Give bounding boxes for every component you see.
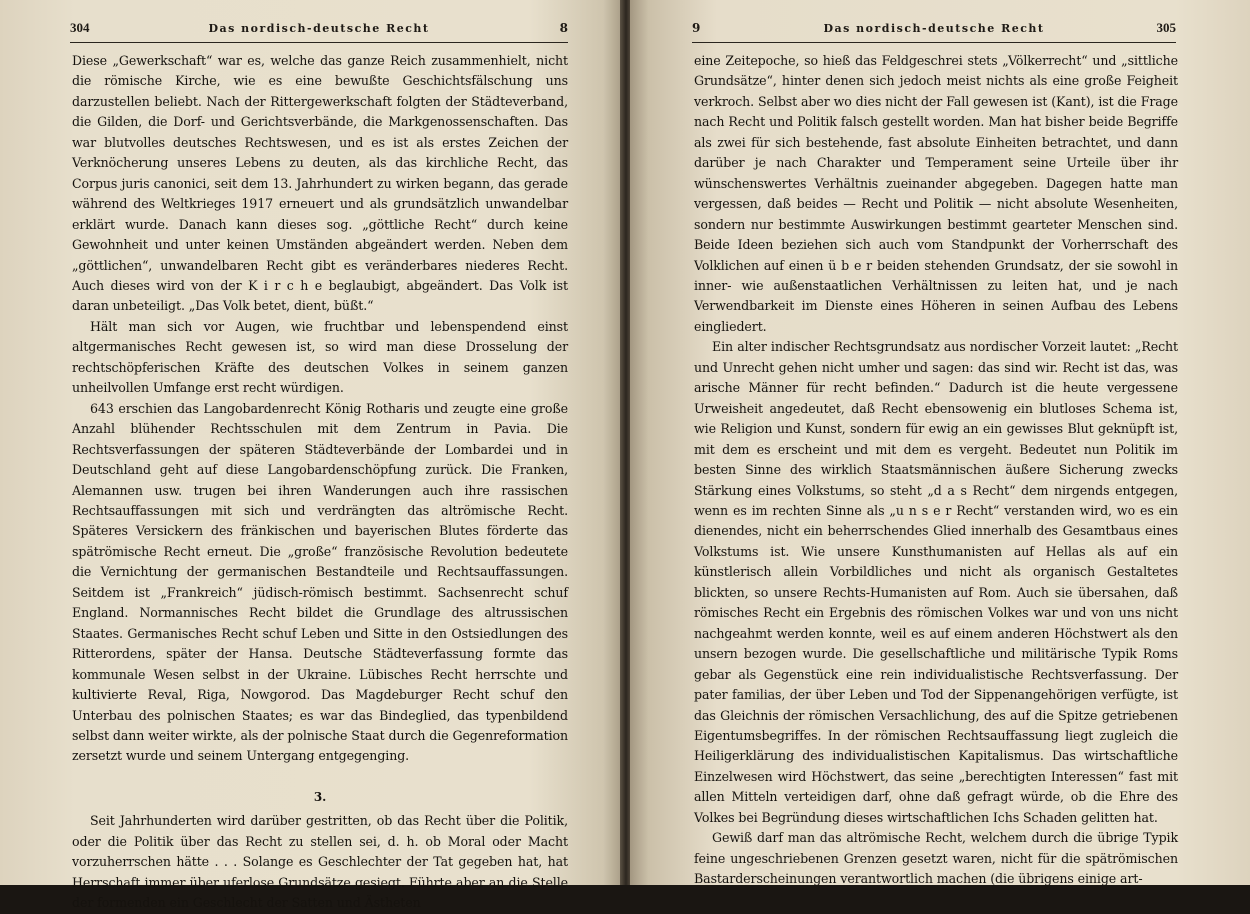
right-page-body — [694, 51, 1178, 890]
right-page-number: 305 — [1156, 20, 1176, 35]
section-number: 3. — [313, 789, 327, 804]
right-page — [630, 0, 1250, 885]
left-paragraph-1: Diese „Gewerkschaft“ war es, welche das ganze Reich zusammenhielt, nicht die römische Kirche, wie es eine bewußte Geschichtsfälschung uns darzustellen beliebt. Nach der Rittergewerkschaft folgten der Städteverband, die Gilden, die Dorf- und Gerichtsverbände, die Markgenossenschaften. Das war blutvolles deutsches Rechtswesen, und es ist als erstes Zeichen der Verknöcherung unseres Lebens zu deuten, als das kirchliche Recht, das Corpus juris canonici, seit dem 13. Jahrhundert zu wirken begann, das gerade während des Weltkrieges 1917 erneuert und als grundsätzlich unwandelbar erklärt wurde. Danach kann dieses sog. „göttliche Recht“ durch keine Gewohnheit und unter keinen Umständen abgeändert werden. Neben dem „göttlichen“, unwandelbaren Recht gibt es veränderbares niederes Recht. Auch dieses wird von der K i r c h e beglaubigt, abgeändert. Das Volk ist daran unbeteiligt. „Das Volk betet, dient, büßt.“ — [72, 53, 568, 314]
left-page-body — [72, 51, 568, 914]
left-running-title: Das nordisch-deutsche Recht — [208, 22, 430, 35]
left-section-paragraph: Seit Jahrhunderten wird darüber gestritten, ob das Recht über die Politik, oder die Politik über das Recht zu stellen sei, d. h. ob Moral oder Macht vorzuherrschen hätte . . . Solange es Geschlechter der Tat gegeben hat, hat Herrschaft immer über uferlose Grundsätze gesiegt. Führte aber an die Stelle der formenden ein Geschlecht der Satten und Ästheten — [72, 813, 568, 911]
left-page-number: 304 — [70, 20, 90, 35]
right-paragraph-2: Ein alter indischer Rechtsgrundsatz aus nordischer Vorzeit lautet: „Recht und Unrecht gehen nicht umher und sagen: das sind wir. Recht ist das, was arische Männer für recht befinden.“ Dadurch ist die heute vergessene Urweisheit angedeutet, daß Recht ebensowenig ein blutloses Schema ist, wie Religion und Kunst, sondern für ewig an ein gewisses Blut geknüpft ist, mit dem es erscheint und mit dem es vergeht. Bedeutet nun Politik im besten Sinne des wirklich Staatsmännischen äußere Sicherung zwecks Stärkung eines Volkstums, so steht „d a s Recht“ dem nirgends entgegen, wenn es im rechten Sinne als „u n s e r Recht“ verstanden wird, wo es ein dienendes, nicht ein beherrschendes Glied innerhalb des Gesamtbaus eines Volkstums ist. Wie unsere Kunsthumanisten auf Hellas als auf ein künstlerisch allein Vorbildliches und nicht als organisch Gestaltetes blickten, so unsere Rechts-Humanisten auf Rom. Auch sie übersahen, daß römisches Recht ein Ergebnis des römischen Volkes war und von uns nicht nachgeahmt werden konnte, weil es auf einem anderen Höchstwert als den unsern bezogen wurde. Die gesellschaftliche und militärische Typik Roms gebar als Gegenstück eine rein individualistische Rechtsverfassung. Der pater familias, der über Leben und Tod der Sippenangehörigen verfügte, ist das Gleichnis der römischen Versachlichung, des auf die Spitze getriebenen Eigentumsbegriffes. In der römischen Rechtsauffassung liegt zugleich die Heiligerklärung des individualistischen Kapitalismus. Das wirtschaftliche Einzelwesen wird Höchstwert, das seine „berechtigten Interessen“ fast mit allen Mitteln verteidigen darf, ohne daß gefragt würde, ob die Ehre des Volkes bei Begründung dieses wirtschaftlichen Ichs Schaden gelitten hat. — [694, 339, 1178, 825]
left-paragraph-3: 643 erschien das Langobardenrecht König Rotharis und zeugte eine große Anzahl blühender Rechtsschulen mit dem Zentrum in Pavia. Die Rechtsverfassungen der späteren Städteverbände der Lombardei und in Deutschland geht auf diese Langobardenschöpfung zurück. Die Franken, Alemannen usw. trugen bei ihren Wanderungen auch ihre rassischen Rechtsauffassungen mit sich und verdrängten das altrömische Recht. Späteres Versickern des fränkischen und bayerischen Blutes förderte das spätrömische Recht erneut. Die „große“ französische Revolution bedeutete die Vernichtung der germanischen Bestandteile und Rechtsauffassungen. Seitdem ist „Frankreich“ jüdisch-römisch bestimmt. Sachsenrecht schuf England. Normannisches Recht bildet die Grundlage des altrussischen Staates. Germanisches Recht schuf Leben und Sitte in den Ostsiedlungen des Ritterordens, später der Hansa. Deutsche Städteverfassung formte das kommunale Wesen selbst in der Ukraine. Lübisches Recht herrschte und kultivierte Reval, Riga, Nowgorod. Das Magdeburger Recht schuf den Unterbau des polnischen Staates; es war das Bindeglied, das typenbildend selbst dann weiter wirkte, als der polnische Staat durch die Gegenreformation zersetzt wurde und seinem Untergang entgegenging. — [72, 400, 568, 764]
left-page — [0, 0, 622, 911]
right-page-header — [692, 20, 1176, 43]
left-paragraph-2: Hält man sich vor Augen, wie fruchtbar und lebenspendend einst altgermanisches Recht gewesen ist, so wird man diese Drosselung der rechtschöpferischen Kräfte des deutschen Volkes in seinem ganzen unheilvollen Umfange erst recht würdigen. — [72, 318, 568, 396]
left-signature: 8 — [559, 21, 568, 35]
right-paragraph-3: Gewiß darf man das altrömische Recht, welchem durch die übrige Typik feine ungeschriebenen Grenzen gesetzt waren, nicht für die spätrömischen Bastarderscheinungen verantwortlich machen (die übrigens einige art- — [694, 830, 1178, 887]
right-running-title: Das nordisch-deutsche Recht — [823, 22, 1045, 35]
left-page-header — [70, 20, 568, 43]
right-paragraph-1: eine Zeitepoche, so hieß das Feldgeschrei stets „Völkerrecht“ und „sittliche Grundsätze“, hinter denen sich jedoch meist nichts als eine große Feigheit verkroch. Selbst aber wo dies nicht der Fall gewesen ist (Kant), ist die Frage nach Recht und Politik falsch gestellt worden. Man hat bisher beide Begriffe als zwei für sich bestehende, fast absolute Einheiten betrachtet, und dann darüber je nach Charakter und Temperament seine Urteile über ihr wünschenswertes Verhältnis zueinander abgegeben. Dagegen hatte man vergessen, daß beides — Recht und Politik — nicht absolute Wesenheiten, sondern nur bestimmte Auswirkungen bestimmt gearteter Menschen sind. Beide Ideen beziehen sich auch vom Standpunkt der Vorherrschaft des Volklichen auf einen ü b e r beiden stehenden Grundsatz, der sie sowohl in inner- wie außenstaatlichen Verhältnissen zu leiten hat, und je nach Verwendbarkeit im Dienste eines Höheren in seinen Aufbau des Lebens eingliedert. — [694, 53, 1178, 334]
right-signature: 9 — [692, 21, 701, 35]
